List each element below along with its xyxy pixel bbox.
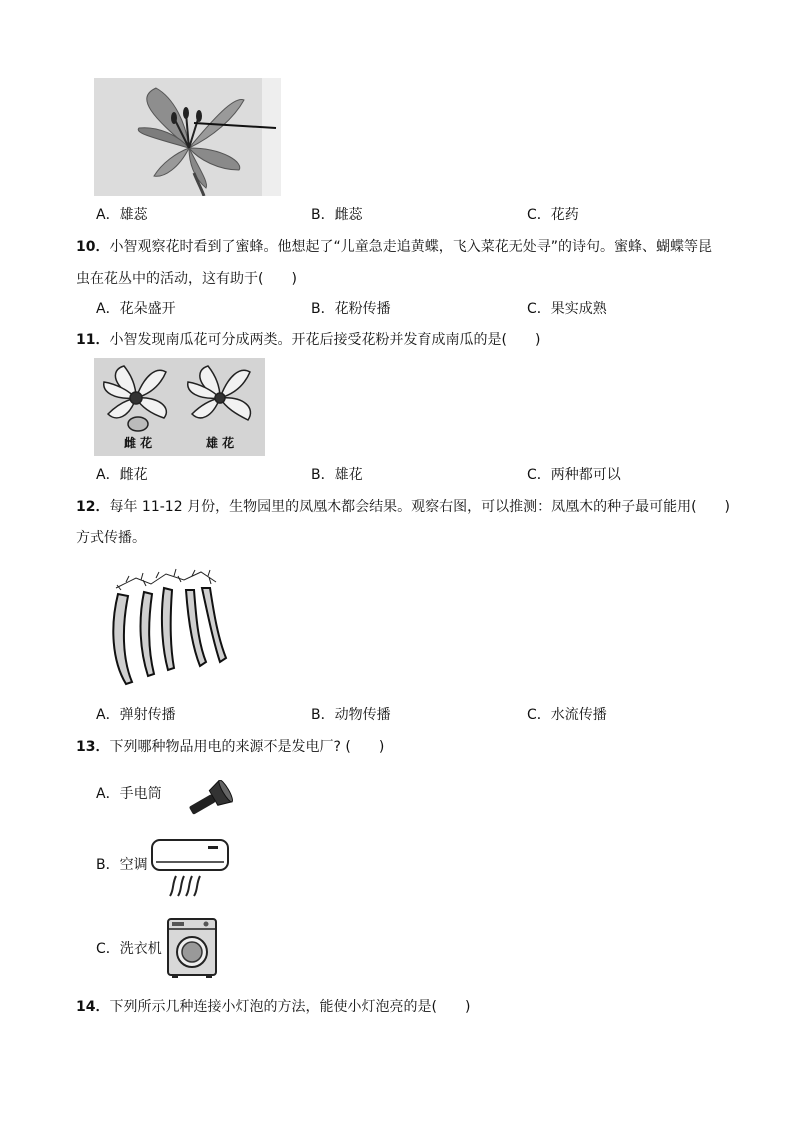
q12-stem-text-1: 每年 11-12 月份，生物园里的凤凰木都会结果。观察右图，可以推测：凤凰木的种子最可能用( ) [109,499,730,515]
q9-option-a[interactable]: A．雄蕊 [96,207,148,223]
female-flower-label: 雌 花 [124,436,153,450]
q12-option-c[interactable]: C．水流传播 [527,707,607,723]
q11-option-c[interactable]: C．两种都可以 [527,467,621,483]
q10-option-a[interactable]: A．花朵盛开 [96,301,176,317]
flashlight-icon [184,780,234,820]
q13-option-a[interactable]: A．手电筒 [96,786,162,802]
lily-figure [94,78,281,196]
q9-option-b[interactable]: B．雌蕊 [311,207,363,223]
q10-option-c[interactable]: C．果实成熟 [527,301,607,317]
q12-number: 12． [76,499,110,515]
q14-stem [76,997,470,1017]
q10-stem-text-1: 小智观察花时看到了蜜蜂。他想起了“儿童急走追黄蝶，飞入菜花无处寻”的诗句。蜜蜂、蝴蝶等昆 [109,239,712,255]
q10-stem-line2: 虫在花丛中的活动，这有助于( ) [76,271,297,287]
q13-option-b[interactable]: B．空调 [96,857,148,873]
phoenix-tree-pods-figure [96,566,228,688]
q11-number: 11． [76,332,110,348]
q12-option-b[interactable]: B．动物传播 [311,707,391,723]
q11-option-a[interactable]: A．雌花 [96,467,148,483]
washing-machine-icon [164,917,220,979]
q11-stem-text: 小智发现南瓜花可分成两类。开花后接受花粉并发育成南瓜的是( ) [109,332,541,348]
q14-stem-text: 下列所示几种连接小灯泡的方法，能使小灯泡亮的是( ) [109,999,471,1015]
lily-flower-image [94,78,281,196]
pumpkin-flowers-figure [94,358,265,456]
q11-stem [76,330,540,350]
q10-option-b[interactable]: B．花粉传播 [311,301,391,317]
pumpkin-flowers-image [94,358,265,456]
q10-stem-line1 [76,237,712,257]
q11-option-b[interactable]: B．雄花 [311,467,363,483]
air-conditioner-icon [150,838,230,900]
q12-option-a[interactable]: A．弹射传播 [96,707,176,723]
q10-number: 10． [76,239,110,255]
q14-number: 14． [76,999,110,1015]
q12-stem-line1 [76,497,730,517]
q12-stem-line2: 方式传播。 [76,530,146,546]
q13-number: 13． [76,739,110,755]
q13-option-c[interactable]: C．洗衣机 [96,941,162,957]
q9-option-c[interactable]: C．花药 [527,207,579,223]
seed-pods-image [96,566,228,688]
male-flower-label: 雄 花 [206,436,235,450]
q13-stem [76,737,384,757]
q13-stem-text: 下列哪种物品用电的来源不是发电厂? ( ) [109,739,385,755]
